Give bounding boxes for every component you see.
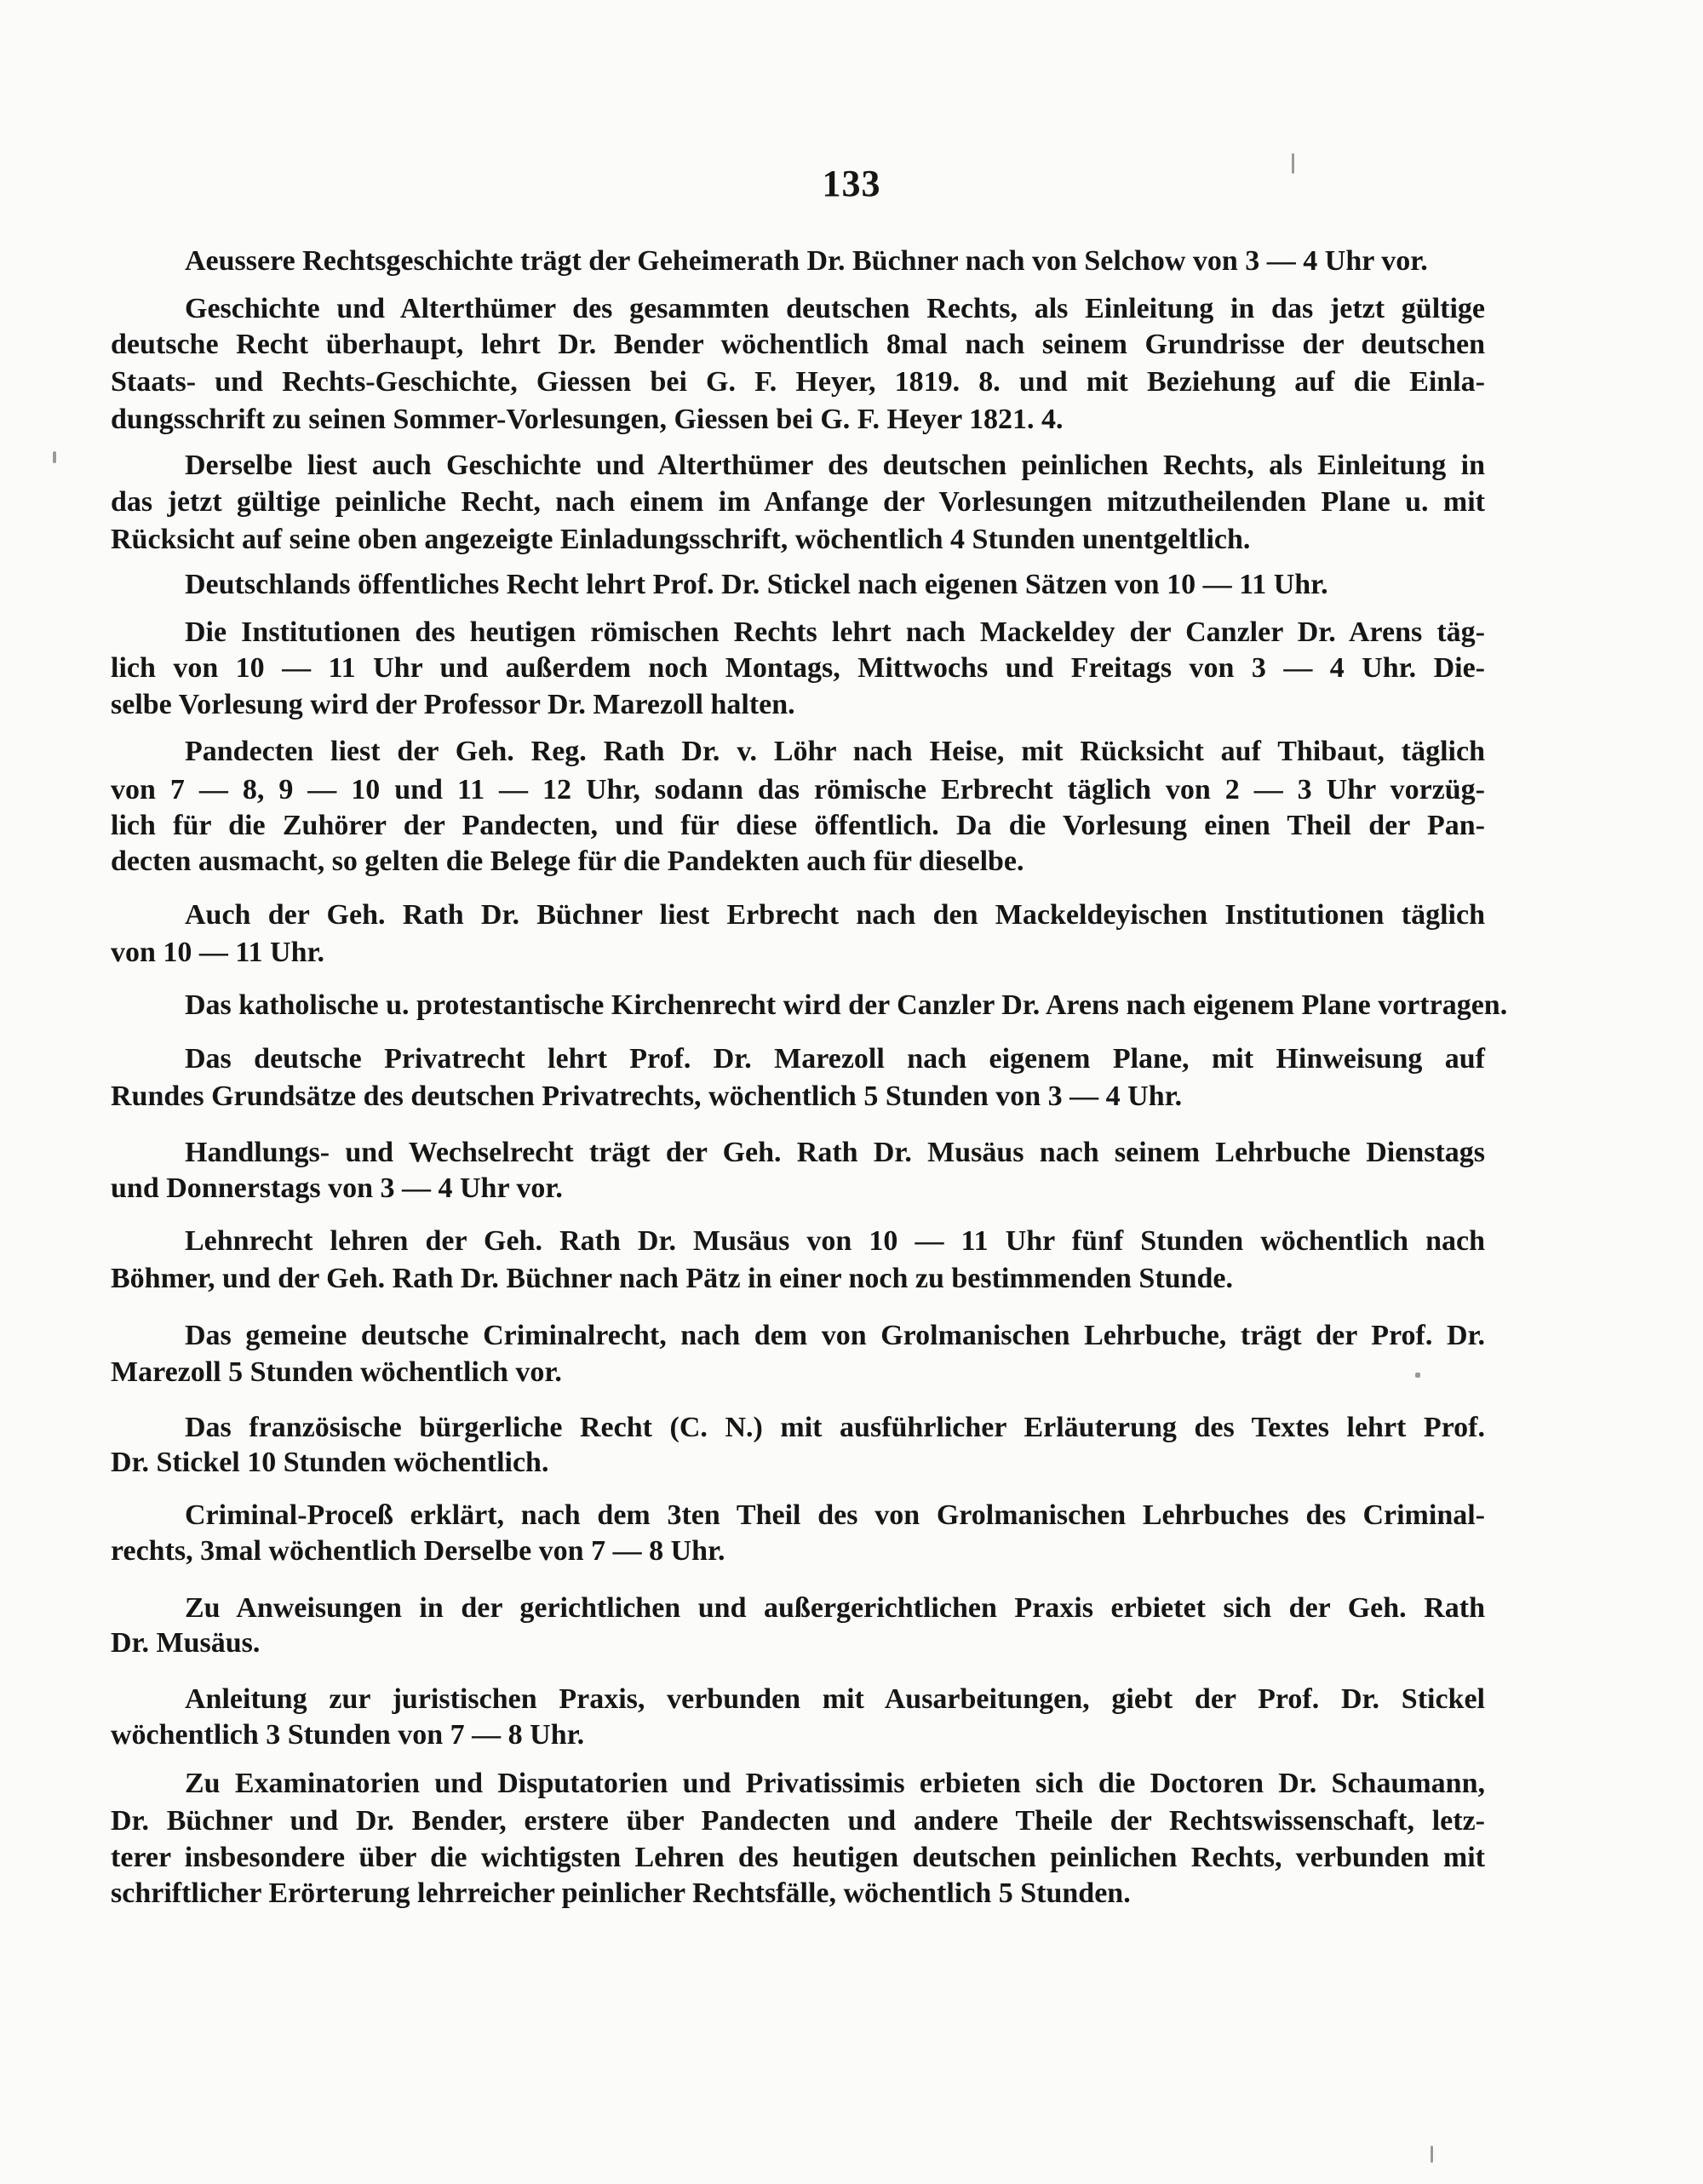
text-line: terer insbesondere über die wichtigsten Lehren des heutigen deutschen peinlichen Rechts, verbunden mit	[111, 1842, 1485, 1873]
text-line: Staats- und Rechts-Geschichte, Giessen bei G. F. Heyer, 1819. 8. und mit Beziehung auf die Einla-	[111, 366, 1485, 398]
text-line: lich von 10 — 11 Uhr und außerdem noch Montags, Mittwochs und Freitags von 3 — 4 Uhr. Die-	[111, 652, 1485, 684]
text-line: und Donnerstags von 3 — 4 Uhr vor.	[111, 1172, 563, 1204]
page-number: 133	[822, 163, 881, 204]
text-line: Criminal-Proceß erklärt, nach dem 3ten Theil des von Grolmanischen Lehrbuches des Criminal-	[185, 1499, 1485, 1531]
scan-speck	[1292, 153, 1294, 174]
text-line: Deutschlands öffentliches Recht lehrt Prof. Dr. Stickel nach eigenen Sätzen von 10 — 11 Uhr.	[185, 569, 1328, 600]
text-line: Rundes Grundsätze des deutschen Privatrechts, wöchentlich 5 Stunden von 3 — 4 Uhr.	[111, 1081, 1183, 1112]
text-line: Dr. Musäus.	[111, 1627, 261, 1659]
text-line: Handlungs- und Wechselrecht trägt der Geh. Rath Dr. Musäus nach seinem Lehrbuche Dienstags	[185, 1137, 1485, 1168]
text-line: Das katholische u. protestantische Kirchenrecht wird der Canzler Dr. Arens nach eigenem Plane vortragen.	[185, 989, 1508, 1021]
text-line: deutsche Recht überhaupt, lehrt Dr. Bender wöchentlich 8mal nach seinem Grundrisse der deutschen	[111, 329, 1485, 360]
scan-speck	[53, 451, 56, 463]
text-line: Dr. Stickel 10 Stunden wöchentlich.	[111, 1447, 549, 1478]
text-line: lich für die Zuhörer der Pandecten, und für diese öffentlich. Da die Vorlesung einen Theil der Pan-	[111, 810, 1485, 841]
text-line: rechts, 3mal wöchentlich Derselbe von 7 — 8 Uhr.	[111, 1535, 725, 1567]
text-line: Die Institutionen des heutigen römischen Rechts lehrt nach Mackeldey der Canzler Dr. Arens täg-	[185, 616, 1485, 648]
text-line: Lehnrecht lehren der Geh. Rath Dr. Musäus von 10 — 11 Uhr fünf Stunden wöchentlich nach	[185, 1225, 1485, 1257]
text-line: von 10 — 11 Uhr.	[111, 937, 324, 968]
text-line: Auch der Geh. Rath Dr. Büchner liest Erbrecht nach den Mackeldeyischen Institutionen täglich	[185, 899, 1485, 931]
scan-speck	[1415, 1373, 1420, 1378]
text-line: Anleitung zur juristischen Praxis, verbunden mit Ausarbeitungen, giebt der Prof. Dr. Stickel	[185, 1683, 1485, 1715]
text-line: Geschichte und Alterthümer des gesammten deutschen Rechts, als Einleitung in das jetzt gültige	[185, 293, 1485, 324]
text-line: Marezoll 5 Stunden wöchentlich vor.	[111, 1356, 562, 1388]
text-line: Zu Anweisungen in der gerichtlichen und außergerichtlichen Praxis erbietet sich der Geh. Rath	[185, 1592, 1485, 1624]
text-line: dungsschrift zu seinen Sommer-Vorlesungen, Giessen bei G. F. Heyer 1821. 4.	[111, 404, 1064, 435]
text-line: Böhmer, und der Geh. Rath Dr. Büchner nach Pätz in einer noch zu bestimmenden Stunde.	[111, 1263, 1233, 1294]
text-line: Rücksicht auf seine oben angezeigte Einladungsschrift, wöchentlich 4 Stunden unentgeltlich.	[111, 524, 1251, 555]
text-line: von 7 — 8, 9 — 10 und 11 — 12 Uhr, sodann das römische Erbrecht täglich von 2 — 3 Uhr vorzüg-	[111, 774, 1485, 805]
text-line: Das deutsche Privatrecht lehrt Prof. Dr. Marezoll nach eigenem Plane, mit Hinweisung auf	[185, 1043, 1485, 1075]
text-line: decten ausmacht, so gelten die Belege für die Pandekten auch für dieselbe.	[111, 846, 1024, 877]
text-line: selbe Vorlesung wird der Professor Dr. Marezoll halten.	[111, 689, 795, 720]
text-line: Pandecten liest der Geh. Reg. Rath Dr. v. Löhr nach Heise, mit Rücksicht auf Thibaut, täglich	[185, 736, 1485, 767]
text-line: Zu Examinatorien und Disputatorien und Privatissimis erbieten sich die Doctoren Dr. Schaumann,	[185, 1768, 1485, 1799]
text-line: das jetzt gültige peinliche Recht, nach einem im Anfange der Vorlesungen mitzutheilenden Plane u. mit	[111, 486, 1485, 518]
scan-speck	[1431, 2146, 1433, 2163]
text-line: Aeussere Rechtsgeschichte trägt der Geheimerath Dr. Büchner nach von Selchow von 3 — 4 Uhr vor.	[185, 245, 1428, 277]
text-line: Derselbe liest auch Geschichte und Alterthümer des deutschen peinlichen Rechts, als Einleitung in	[185, 450, 1485, 481]
text-line: Das gemeine deutsche Criminalrecht, nach dem von Grolmanischen Lehrbuche, trägt der Prof. Dr.	[185, 1320, 1485, 1351]
text-line: schriftlicher Erörterung lehrreicher peinlicher Rechtsfälle, wöchentlich 5 Stunden.	[111, 1877, 1131, 1909]
text-line: Das französische bürgerliche Recht (C. N.) mit ausführlicher Erläuterung des Textes lehrt Prof.	[185, 1412, 1485, 1443]
text-line: wöchentlich 3 Stunden von 7 — 8 Uhr.	[111, 1719, 585, 1751]
text-line: Dr. Büchner und Dr. Bender, erstere über Pandecten und andere Theile der Rechtswissenschaft, letz-	[111, 1805, 1485, 1837]
